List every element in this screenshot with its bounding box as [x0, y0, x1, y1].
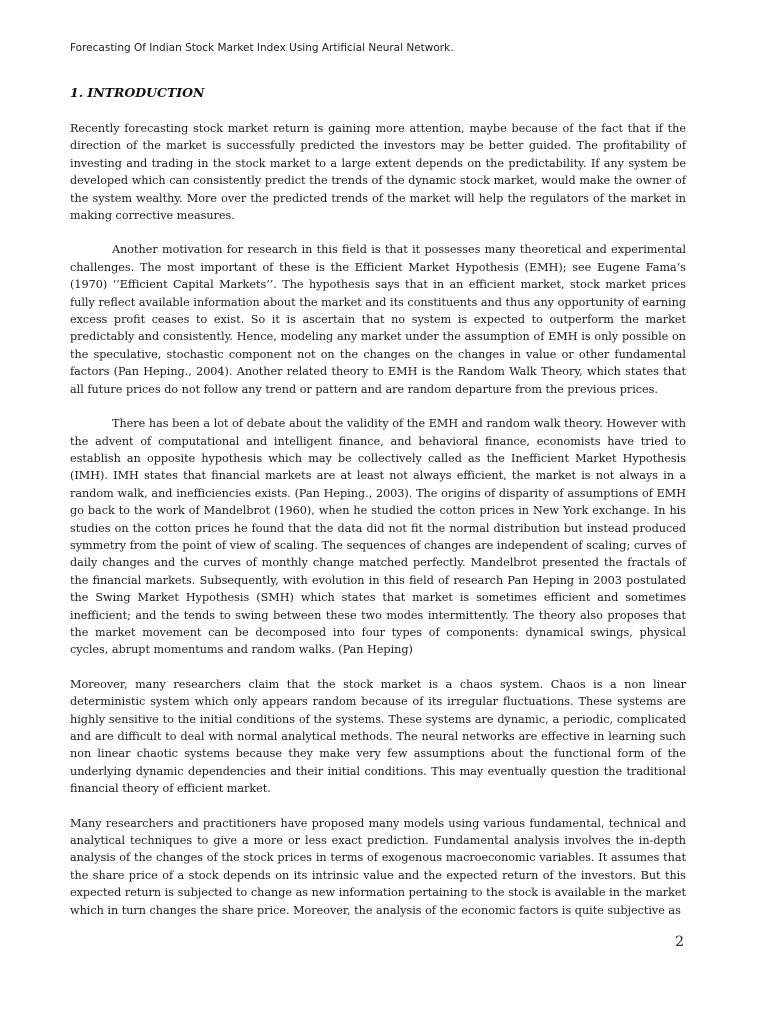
running-header: Forecasting Of Indian Stock Market Index Using Artificial Neural Network. — [70, 42, 454, 54]
page-number: 2 — [675, 934, 684, 950]
section-heading-introduction: 1. INTRODUCTION — [70, 85, 205, 100]
paragraph-3: There has been a lot of debate about the validity of the EMH and random walk theory. However with the advent of computational and intelligent finance, and behavioral finance, economists have tried to establish an opposite hypothesis which may be collectively called as the Inefficient Market Hypothesis (IMH). IMH states that financial markets are at least not always efficient, the market is not always in a random walk, and inefficiencies exists. (Pan Heping., 2003). The origins of disparity of assumptions of EMH go back to the work of Mandelbrot (1960), when he studied the cotton prices in New York exchange. In his studies on the cotton prices he found that the data did not fit the normal distribution but instead produced symmetry from the point of view of scaling. The sequences of changes are independent of scaling; curves of daily changes and the curves of monthly change matched perfectly. Mandelbrot presented the fractals of the financial markets. Subsequently, with evolution in this field of research Pan Heping in 2003 postulated the Swing Market Hypothesis (SMH) which states that market is sometimes efficient and sometimes inefficient; and the tends to swing between these two modes intermittently. The theory also proposes that the market movement can be decomposed into four types of components: dynamical swings, physical cycles, abrupt momentums and random walks. (Pan Heping) — [70, 417, 686, 657]
paragraph-2: Another motivation for research in this field is that it possesses many theoretical and experimental challenges. The most important of these is the Efficient Market Hypothesis (EMH); see Eugene Fama’s (1970) ‘‘Efficient Capital Markets’’. The hypothesis says that in an efficient market, stock market prices fully reflect available information about the market and its constituents and thus any opportunity of earning excess profit ceases to exist. So it is ascertain that no system is expected to outperform the market predictably and consistently. Hence, modeling any market under the assumption of EMH is only possible on the speculative, stochastic component not on the changes on the changes in value or other fundamental factors (Pan Heping., 2004). Another related theory to EMH is the Random Walk Theory, which states that all future prices do not follow any trend or pattern and are random departure from the previous prices. — [70, 243, 686, 396]
body-text — [70, 120, 686, 936]
paragraph-4: Moreover, many researchers claim that the stock market is a chaos system. Chaos is a non linear deterministic system which only appears random because of its irregular fluctuations. These systems are highly sensitive to the initial conditions of the systems. These systems are dynamic, a periodic, complicated and are difficult to deal with normal analytical methods. The neural networks are effective in learning such non linear chaotic systems because they make very few assumptions about the functional form of the underlying dynamic dependencies and their initial conditions. This may eventually question the traditional financial theory of efficient market. — [70, 677, 686, 796]
paragraph-5: Many researchers and practitioners have proposed many models using various fundamental, technical and analytical techniques to give a more or less exact prediction. Fundamental analysis involves the in-depth analysis of the changes of the stock prices in terms of exogenous macroeconomic variables. It assumes that the share price of a stock depends on its intrinsic value and the expected return of the investors. But this expected return is subjected to change as new information pertaining to the stock is available in the market which in turn changes the share price. Moreover, the analysis of the economic factors is quite subjective as — [70, 816, 686, 917]
paragraph-1: Recently forecasting stock market return is gaining more attention, maybe because of the fact that if the direction of the market is successfully predicted the investors may be better guided. The profitability of investing and trading in the stock market to a large extent depends on the predictability. If any system be developed which can consistently predict the trends of the dynamic stock market, would make the owner of the system wealthy. More over the predicted trends of the market will help the regulators of the market in making corrective measures. — [70, 122, 686, 223]
